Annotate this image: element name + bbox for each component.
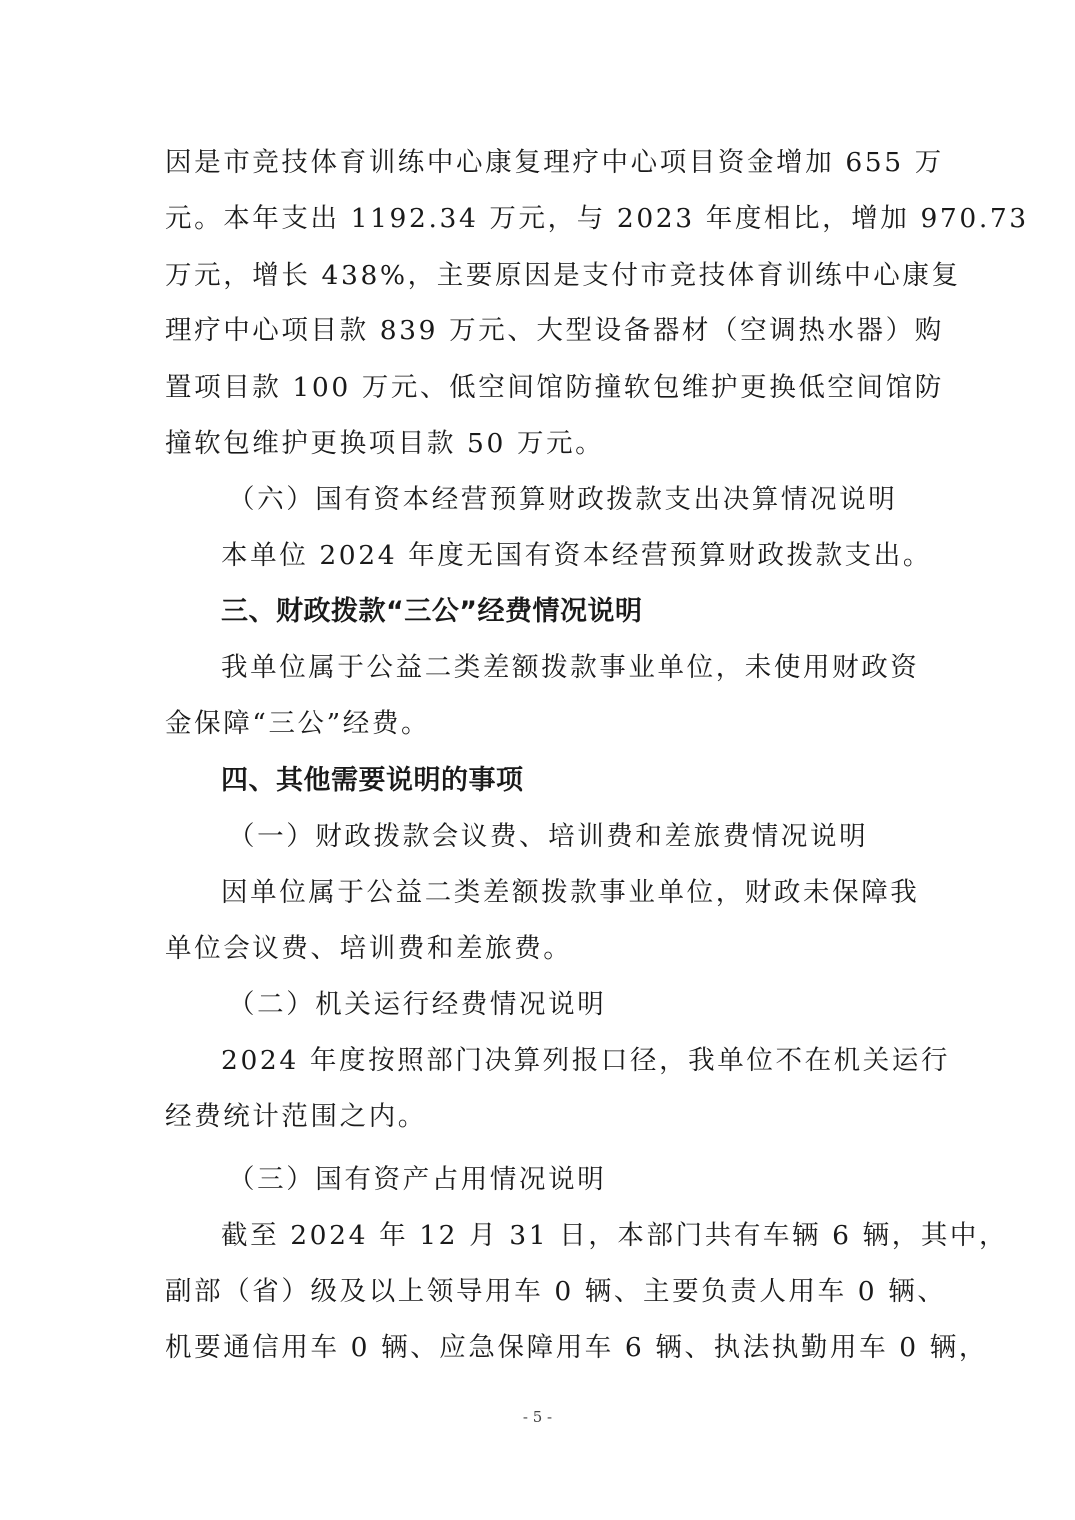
paragraph-line: 理疗中心项目款 839 万元、大型设备器材（空调热水器）购 [165,315,944,346]
paragraph-line: 单位会议费、培训费和差旅费。 [165,933,573,964]
paragraph-line: 万元，增长 438%，主要原因是支付市竞技体育训练中心康复 [165,260,961,291]
paragraph-line: 机要通信用车 0 辆、应急保障用车 6 辆、执法执勤用车 0 辆， [165,1332,988,1363]
paragraph-line: 2024 年度按照部门决算列报口径，我单位不在机关运行 [221,1045,951,1076]
subsection-heading-3: （三）国有资产占用情况说明 [228,1164,607,1195]
paragraph-line: 撞软包维护更换项目款 50 万元。 [165,428,605,459]
subsection-heading-1: （一）财政拨款会议费、培训费和差旅费情况说明 [228,821,869,852]
subsection-heading-6: （六）国有资本经营预算财政拨款支出决算情况说明 [228,484,898,515]
paragraph-line: 元。本年支出 1192.34 万元，与 2023 年度相比，增加 970.73 [165,203,1029,234]
paragraph-line: 本单位 2024 年度无国有资本经营预算财政拨款支出。 [221,540,932,571]
paragraph-line: 金保障“三公”经费。 [165,708,431,739]
paragraph-line: 置项目款 100 万元、低空间馆防撞软包维护更换低空间馆防 [165,372,944,403]
paragraph-line: 因单位属于公益二类差额拨款事业单位，财政未保障我 [221,877,920,908]
section-heading-3: 三、财政拨款“三公”经费情况说明 [221,596,643,627]
subsection-heading-2: （二）机关运行经费情况说明 [228,989,607,1020]
paragraph-line: 我单位属于公益二类差额拨款事业单位，未使用财政资 [221,652,920,683]
paragraph-line: 因是市竞技体育训练中心康复理疗中心项目资金增加 655 万 [165,147,944,178]
paragraph-line: 截至 2024 年 12 月 31 日，本部门共有车辆 6 辆，其中， [221,1220,1009,1251]
section-heading-4: 四、其他需要说明的事项 [221,765,524,796]
paragraph-line: 经费统计范围之内。 [165,1101,427,1132]
paragraph-line: 副部（省）级及以上领导用车 0 辆、主要负责人用车 0 辆、 [165,1276,947,1307]
page-number: - 5 - [522,1408,553,1426]
